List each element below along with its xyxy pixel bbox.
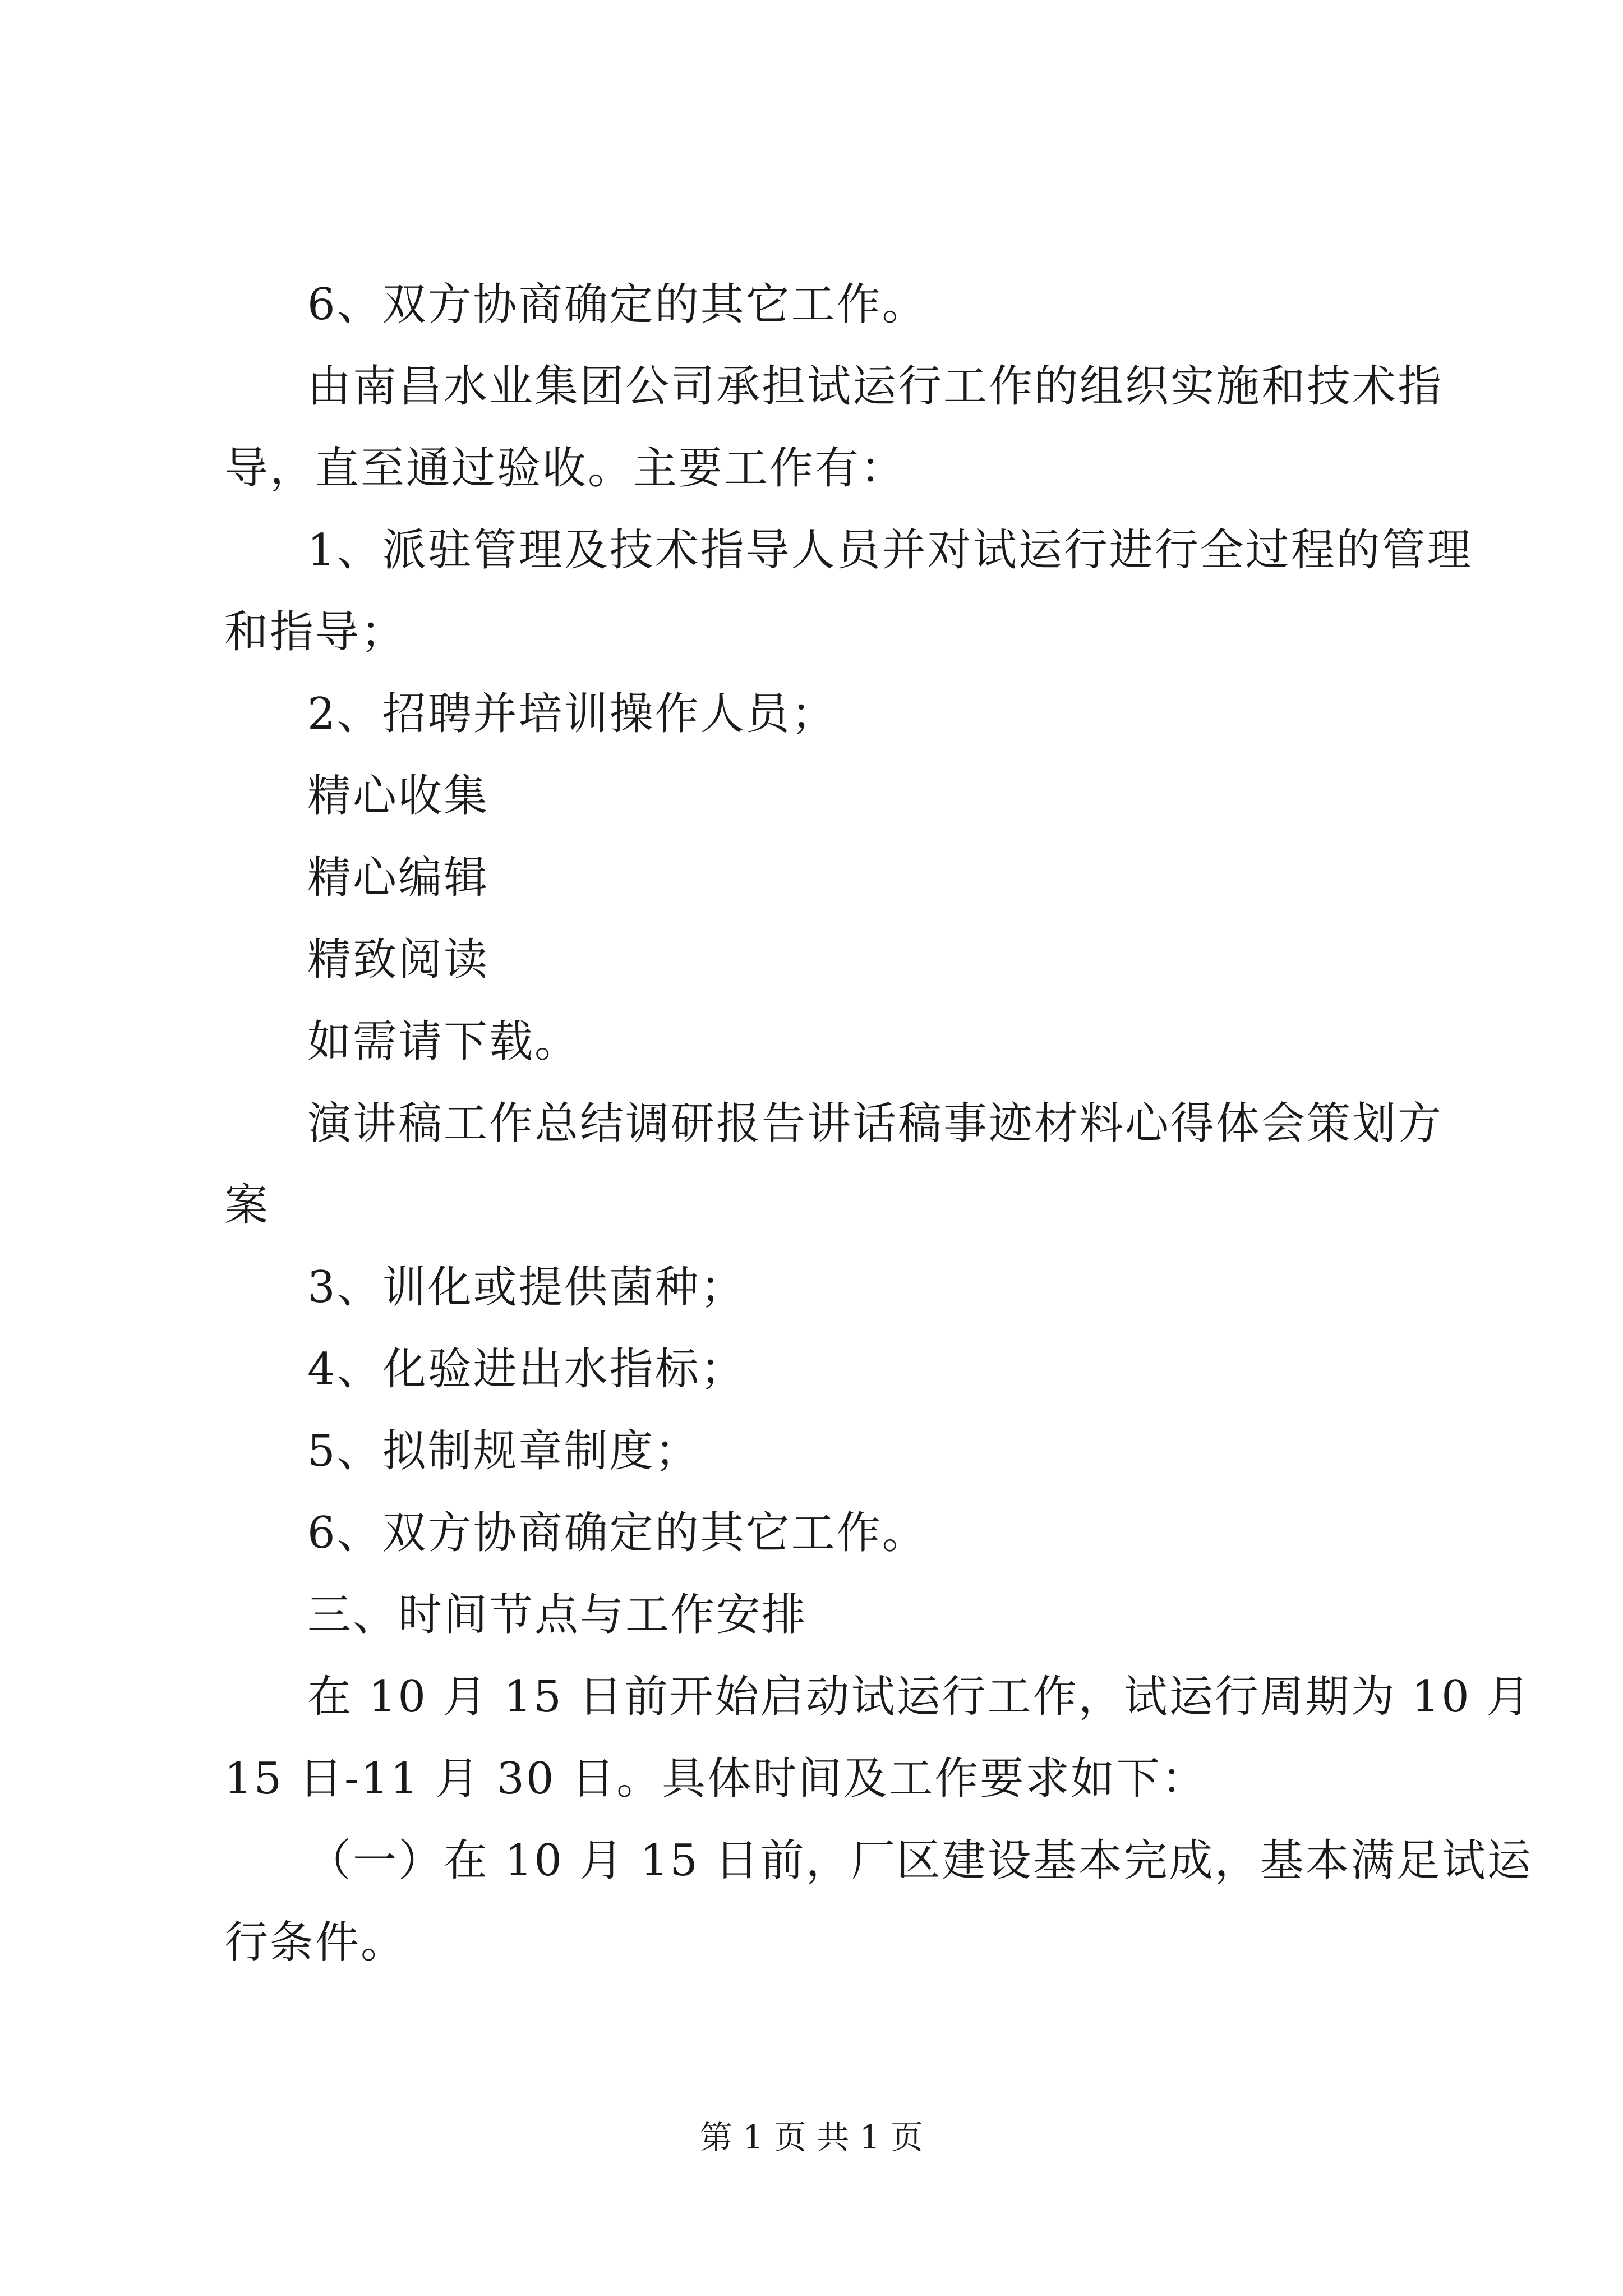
paragraph-line: （一）在 10 月 15 日前，厂区建设基本完成，基本满足试运 xyxy=(307,1835,1533,1886)
paragraph-line: 由南昌水业集团公司承担试运行工作的组织实施和技术指 xyxy=(307,361,1444,412)
document-body xyxy=(224,264,1533,1984)
paragraph-line: 2、招聘并培训操作人员； xyxy=(307,689,837,739)
paragraph-line: 6、双方协商确定的其它工作。 xyxy=(307,279,928,330)
page-footer: 第 1 页 共 1 页 xyxy=(700,2118,923,2156)
paragraph-line: 精致阅读 xyxy=(307,935,490,985)
paragraph-line: 在 10 月 15 日前开始启动试运行工作，试运行周期为 10 月 xyxy=(307,1672,1532,1722)
paragraph-line: 5、拟制规章制度； xyxy=(307,1426,700,1476)
paragraph-line: 和指导； xyxy=(224,607,407,657)
paragraph-line: 精心收集 xyxy=(307,771,490,821)
paragraph-line: 导，直至通过验收。主要工作有： xyxy=(224,443,906,494)
paragraph-line: 如需请下载。 xyxy=(307,1016,580,1067)
paragraph-line: 1、派驻管理及技术指导人员并对试运行进行全过程的管理 xyxy=(307,525,1473,576)
paragraph-line: 4、化验进出水指标； xyxy=(307,1344,746,1395)
section-heading: 三、时间节点与工作安排 xyxy=(307,1590,808,1640)
paragraph-line: 15 日-11 月 30 日。具体时间及工作要求如下： xyxy=(224,1754,1207,1804)
paragraph-line: 精心编辑 xyxy=(307,853,490,903)
paragraph-line: 6、双方协商确定的其它工作。 xyxy=(307,1508,928,1558)
paragraph-line: 行条件。 xyxy=(224,1917,407,1968)
paragraph-line: 案 xyxy=(224,1180,270,1231)
paragraph-line: 3、训化或提供菌种； xyxy=(307,1262,746,1313)
paragraph-line: 演讲稿工作总结调研报告讲话稿事迹材料心得体会策划方 xyxy=(307,1098,1444,1149)
